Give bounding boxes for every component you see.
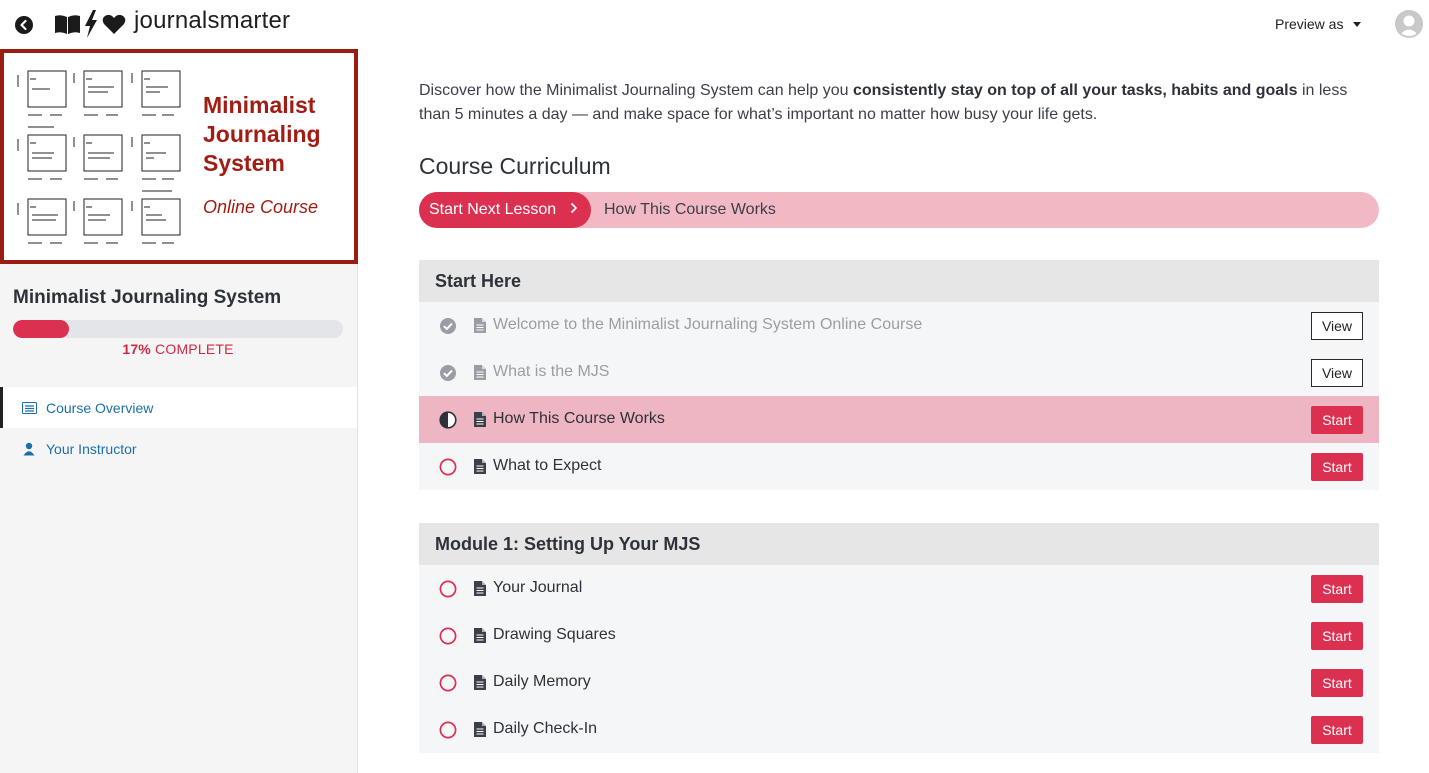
back-circle-icon[interactable]: [15, 16, 33, 34]
section-title: Start Here: [419, 260, 1379, 302]
caret-down-icon: [1353, 22, 1361, 27]
view-lesson-button[interactable]: View: [1311, 359, 1363, 387]
start-lesson-button[interactable]: Start: [1311, 622, 1363, 650]
lesson-row[interactable]: [419, 396, 1379, 443]
chevron-right-icon: [570, 201, 578, 219]
start-lesson-button[interactable]: Start: [1311, 406, 1363, 434]
lightning-icon: [83, 10, 99, 38]
half-circle-icon: [439, 411, 457, 429]
lesson-title: Your Journal: [493, 579, 583, 596]
check-circle-icon: [439, 317, 457, 335]
progress-bar: [13, 320, 343, 338]
start-next-lesson-label: Start Next Lesson: [429, 201, 557, 218]
description-emphasis: consistently stay on top of all your tasks, habits and goals: [852, 82, 1298, 99]
lesson-title: What is the MJS: [493, 363, 610, 380]
user-icon: [21, 441, 37, 457]
empty-circle-icon: [439, 580, 457, 598]
sidebar-item-label: Course Overview: [46, 399, 154, 416]
document-icon: [474, 365, 486, 380]
empty-circle-icon: [439, 721, 457, 739]
journal-squares-illustration: [16, 65, 191, 245]
lesson-row[interactable]: [419, 659, 1379, 706]
curriculum-section: [419, 523, 1379, 753]
top-header: [0, 0, 1429, 49]
course-cover-image: [0, 49, 358, 264]
course-sidebar: [0, 49, 358, 773]
heart-icon: [102, 13, 126, 35]
document-icon: [474, 581, 486, 596]
lesson-row[interactable]: [419, 706, 1379, 753]
document-icon: [474, 318, 486, 333]
document-icon: [474, 675, 486, 690]
start-next-lesson-button[interactable]: [419, 192, 591, 228]
document-icon: [474, 628, 486, 643]
lesson-title: Daily Check-In: [493, 720, 598, 737]
lesson-title: What to Expect: [493, 457, 602, 474]
curriculum-title: Course Curriculum: [419, 153, 611, 179]
next-lesson-title: How This Course Works: [604, 201, 776, 218]
start-lesson-button[interactable]: Start: [1311, 716, 1363, 744]
document-icon: [474, 459, 486, 474]
lesson-row[interactable]: [419, 349, 1379, 396]
start-lesson-button[interactable]: Start: [1311, 575, 1363, 603]
book-icon: [54, 13, 81, 35]
sidebar-item-your-instructor[interactable]: [0, 428, 357, 469]
user-avatar-icon[interactable]: [1395, 10, 1423, 38]
sidebar-item-label: Your Instructor: [46, 440, 137, 457]
check-circle-icon: [439, 364, 457, 382]
lesson-title: Daily Memory: [493, 673, 591, 690]
site-logo[interactable]: [54, 9, 290, 39]
next-lesson-bar[interactable]: [419, 192, 1379, 228]
cover-title: Minimalist Journaling System: [203, 92, 321, 176]
lesson-title: How This Course Works: [493, 410, 665, 427]
cover-subtitle: Online Course: [203, 197, 319, 217]
curriculum-section: [419, 260, 1379, 490]
progress-label: COMPLETE: [155, 341, 234, 357]
progress-bar-fill: [13, 320, 69, 338]
lesson-row[interactable]: [419, 443, 1379, 490]
document-icon: [474, 722, 486, 737]
preview-as-label: Preview as: [1275, 16, 1344, 32]
progress-text: [0, 341, 356, 357]
lesson-title: Welcome to the Minimalist Journaling System Online Course: [493, 316, 923, 333]
lesson-row[interactable]: [419, 612, 1379, 659]
description-text: Discover how the Minimalist Journaling System can help you: [419, 82, 853, 99]
section-title: Module 1: Setting Up Your MJS: [419, 523, 1379, 565]
course-description: [419, 79, 1379, 127]
logo-text: journalsmarter: [134, 7, 291, 34]
preview-as-dropdown[interactable]: [1275, 16, 1361, 32]
lesson-row[interactable]: [419, 302, 1379, 349]
lesson-title: Drawing Squares: [493, 626, 616, 643]
course-name: Minimalist Journaling System: [13, 287, 282, 308]
lesson-row[interactable]: [419, 565, 1379, 612]
empty-circle-icon: [439, 674, 457, 692]
document-icon: [474, 412, 486, 427]
empty-circle-icon: [439, 458, 457, 476]
empty-circle-icon: [439, 627, 457, 645]
start-lesson-button[interactable]: Start: [1311, 669, 1363, 697]
sidebar-item-course-overview[interactable]: [0, 387, 357, 428]
progress-percent: 17%: [122, 341, 151, 357]
list-icon: [21, 400, 37, 416]
description-text-end: in less than 5 minutes a day — and make space for what’s important no matter how busy your life gets.: [419, 82, 1348, 123]
view-lesson-button[interactable]: View: [1311, 312, 1363, 340]
start-lesson-button[interactable]: Start: [1311, 453, 1363, 481]
